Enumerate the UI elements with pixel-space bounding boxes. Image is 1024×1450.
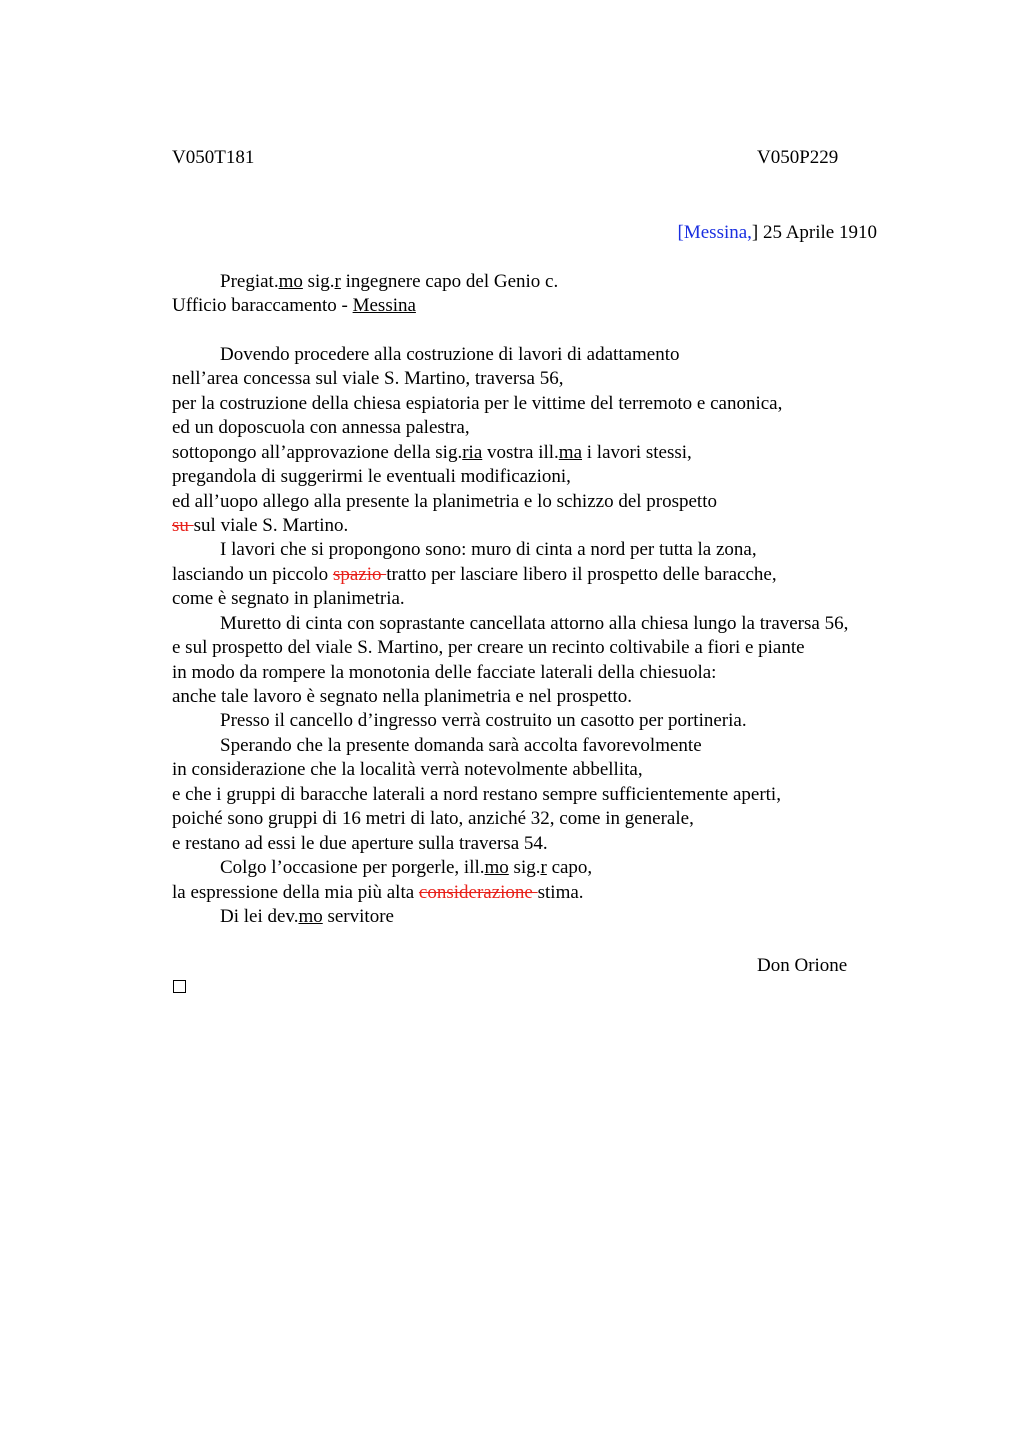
deleted-text: spazio xyxy=(332,564,387,585)
body-line: Muretto di cinta con soprastante cancellata attorno alla chiesa lungo la traversa 56, xyxy=(220,613,849,634)
salutation-line-1: Pregiat.mo sig.r ingegnere capo del Genio c. xyxy=(220,271,559,292)
body-line: Dovendo procedere alla costruzione di lavori di adattamento xyxy=(220,344,680,365)
deleted-text: considerazione xyxy=(418,882,538,903)
date-text: 25 Aprile 1910 xyxy=(758,222,877,243)
date-place: Messina, xyxy=(683,222,752,243)
body-line: in considerazione che la località verrà notevolmente abbellita, xyxy=(172,759,643,780)
body-line: lasciando un piccolo spazio tratto per lasciare libero il prospetto delle baracche, xyxy=(172,564,777,585)
body-line: Colgo l’occasione per porgerle, ill.mo sig.r capo, xyxy=(220,857,593,878)
body-line: Presso il cancello d’ingresso verrà costruito un casotto per portineria. xyxy=(220,710,747,731)
body-line: nell’area concessa sul viale S. Martino, traversa 56, xyxy=(172,368,564,389)
body-line: pregandola di suggerirmi le eventuali modificazioni, xyxy=(172,466,571,487)
body-line: come è segnato in planimetria. xyxy=(172,588,405,609)
document-code-right: V050P229 xyxy=(757,147,839,168)
body-line: ed all’uopo allego alla presente la planimetria e lo schizzo del prospetto xyxy=(172,491,717,512)
body-line: per la costruzione della chiesa espiatoria per le vittime del terremoto e canonica, xyxy=(172,393,783,414)
date-line xyxy=(678,221,877,245)
checkbox-icon xyxy=(173,980,186,993)
document-code-left: V050T181 xyxy=(172,147,255,168)
body-line: Sperando che la presente domanda sarà accolta favorevolmente xyxy=(220,735,702,756)
bracket-open: [ xyxy=(677,222,684,243)
body-line: anche tale lavoro è segnato nella planimetria e nel prospetto. xyxy=(172,686,633,707)
body-line: I lavori che si propongono sono: muro di cinta a nord per tutta la zona, xyxy=(220,539,757,560)
body-line: e che i gruppi di baracche laterali a nord restano sempre sufficientemente aperti, xyxy=(172,784,781,805)
body-line: su sul viale S. Martino. xyxy=(172,515,349,536)
body-line: e restano ad essi le due aperture sulla traversa 54. xyxy=(172,833,548,854)
signature: Don Orione xyxy=(757,955,848,976)
deleted-text: su xyxy=(172,515,194,536)
body-line: in modo da rompere la monotonia delle facciate laterali della chiesuola: xyxy=(172,662,717,683)
salutation-line-2: Ufficio baraccamento - Messina xyxy=(172,295,416,316)
body-line: e sul prospetto del viale S. Martino, per creare un recinto coltivabile a fiori e piante xyxy=(172,637,805,658)
body-line: ed un doposcuola con annessa palestra, xyxy=(172,417,470,438)
bracket-close: ] xyxy=(751,222,759,243)
body-line: sottopongo all’approvazione della sig.ria vostra ill.ma i lavori stessi, xyxy=(172,442,692,463)
closing-line: Di lei dev.mo servitore xyxy=(220,906,394,927)
body-line: poiché sono gruppi di 16 metri di lato, anziché 32, come in generale, xyxy=(172,808,694,829)
body-line: la espressione della mia più alta considerazione stima. xyxy=(172,882,584,903)
